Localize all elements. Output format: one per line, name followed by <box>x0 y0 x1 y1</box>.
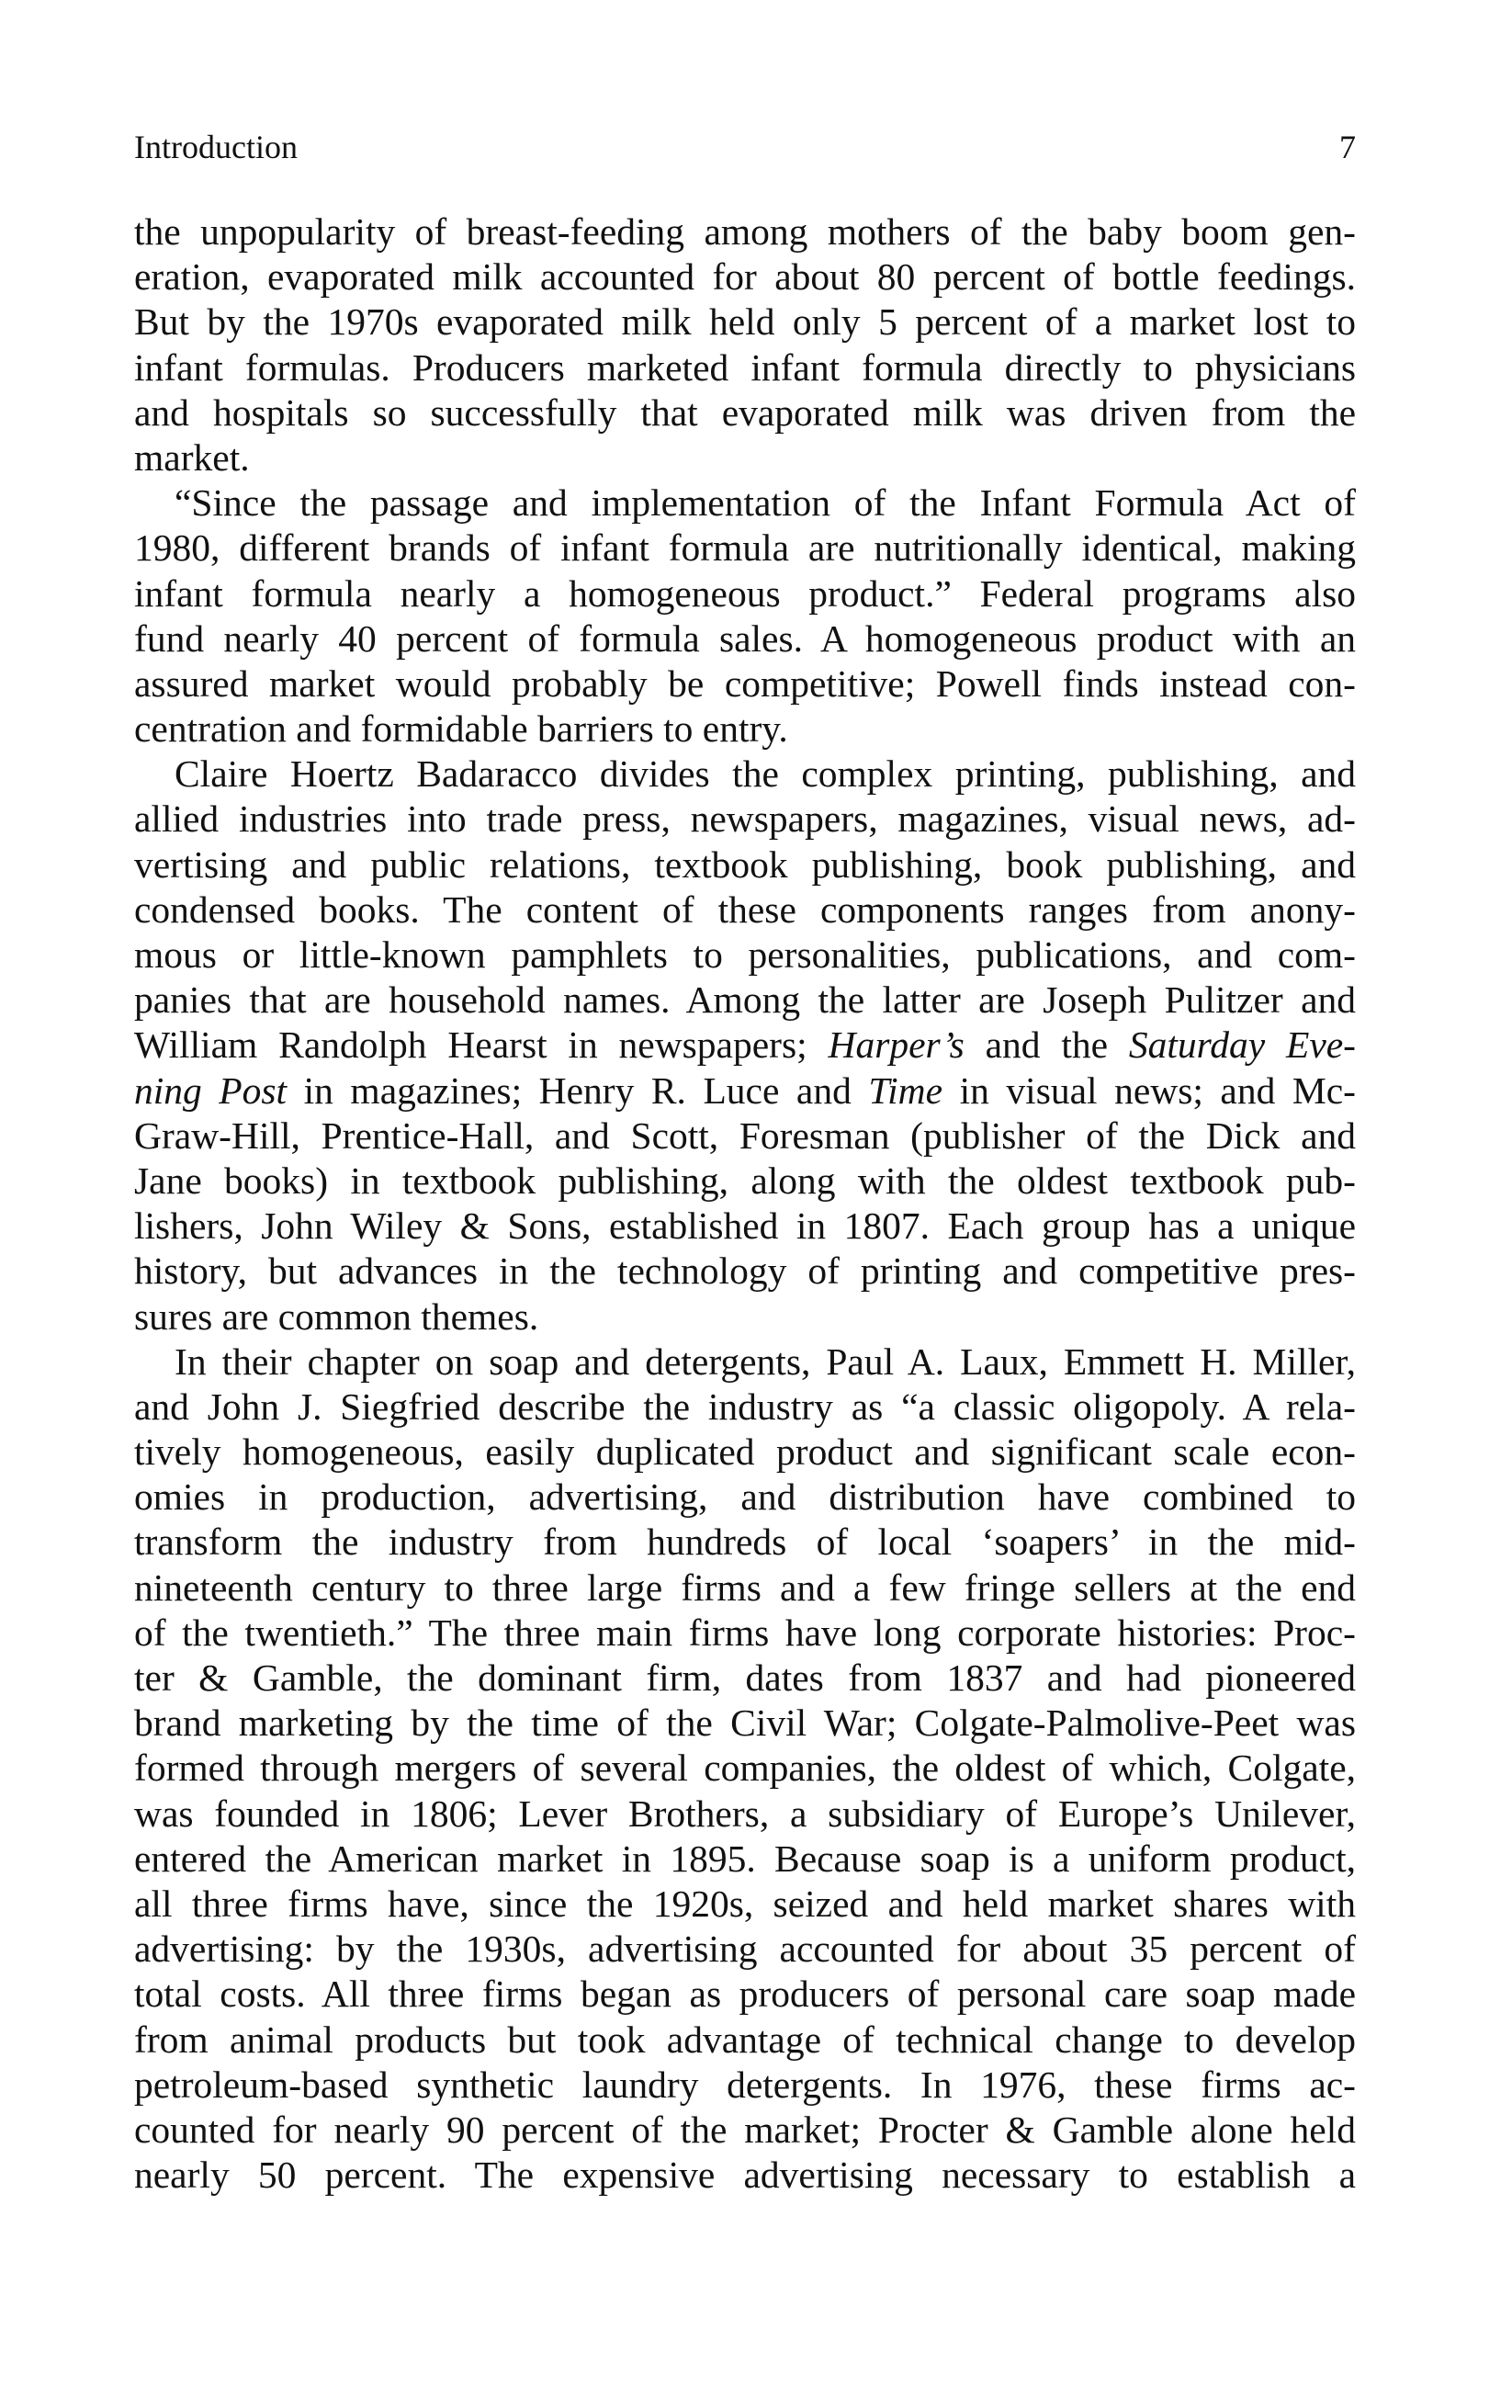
text-line: counted for nearly 90 percent of the market; Procter & Gamble alone held <box>134 2108 1356 2151</box>
paragraph-1 <box>134 209 1356 480</box>
text-line: and hospitals so successfully that evaporated milk was driven from the <box>134 390 1356 434</box>
text-line: all three firms have, since the 1920s, seized and held market shares with <box>134 1882 1356 1925</box>
text-line: from animal products but took advantage of technical change to develop <box>134 2018 1356 2061</box>
text-line: advertising: by the 1930s, advertising accounted for about 35 percent of <box>134 1928 1356 1971</box>
text-line: vertising and public relations, textbook publishing, book publishing, and <box>134 842 1356 886</box>
text-line: fund nearly 40 percent of formula sales. A homogeneous product with an <box>134 616 1356 660</box>
text-run: in visual news; and Mc- <box>942 1068 1356 1112</box>
text-line: the unpopularity of breast-feeding among mothers of the baby boom gen- <box>134 210 1356 253</box>
page-number: 7 <box>1339 129 1356 165</box>
text-line: tively homogeneous, easily duplicated product and significant scale econ- <box>134 1430 1356 1474</box>
paragraph-4 <box>134 1340 1356 2199</box>
text-line: Jane books) in textbook publishing, along with the oldest textbook pub- <box>134 1159 1356 1202</box>
italic-title-post: ning Post <box>134 1068 288 1112</box>
text-line: condensed books. The content of these components ranges from anony- <box>134 887 1356 931</box>
text-line <box>134 1023 1356 1068</box>
text-line: ter & Gamble, the dominant firm, dates from 1837 and had pioneered <box>134 1656 1356 1699</box>
text-run: in magazines; Henry R. Luce and <box>287 1068 869 1112</box>
text-line: omies in production, advertising, and distribution have combined to <box>134 1475 1356 1519</box>
text-line: “Since the passage and implementation of the Infant Formula Act of <box>175 481 1356 525</box>
italic-title-time: Time <box>868 1068 943 1112</box>
running-head <box>134 129 1356 165</box>
text-line: allied industries into trade press, newspapers, magazines, visual news, ad- <box>134 797 1356 841</box>
text-line: Claire Hoertz Badaracco divides the complex printing, publishing, and <box>175 752 1356 796</box>
text-line: 1980, different brands of infant formula are nutritionally identical, making <box>134 526 1356 570</box>
text-line: eration, evaporated milk accounted for about 80 percent of bottle feedings. <box>134 255 1356 299</box>
text-line: nearly 50 percent. The expensive advertising necessary to establish a <box>134 2154 1356 2197</box>
text-line: history, but advances in the technology of printing and competitive pres- <box>134 1249 1356 1293</box>
text-line <box>134 1068 1356 1114</box>
text-line: sures are common themes. <box>134 1294 539 1338</box>
text-line: market. <box>134 435 250 479</box>
text-line: petroleum-based synthetic laundry detergents. In 1976, these firms ac- <box>134 2063 1356 2106</box>
text-line: brand marketing by the time of the Civil War; Colgate-Palmolive-Peet was <box>134 1701 1356 1745</box>
text-line: entered the American market in 1895. Because soap is a uniform product, <box>134 1837 1356 1880</box>
text-line: formed through mergers of several companies, the oldest of which, Colgate, <box>134 1747 1356 1790</box>
italic-title-saturday: Saturday Eve- <box>1128 1023 1356 1067</box>
paragraph-2 <box>134 480 1356 752</box>
text-line: nineteenth century to three large firms and a few fringe sellers at the end <box>134 1566 1356 1609</box>
text-line: Graw-Hill, Prentice-Hall, and Scott, Foresman (publisher of the Dick and <box>134 1114 1356 1157</box>
text-line: and John J. Siegfried describe the industry as “a classic oligopoly. A rela- <box>134 1385 1356 1428</box>
section-title: Introduction <box>134 129 298 165</box>
text-line: total costs. All three firms began as producers of personal care soap made <box>134 1973 1356 2016</box>
text-line: was founded in 1806; Lever Brothers, a subsidiary of Europe’s Unilever, <box>134 1792 1356 1835</box>
text-line: panies that are household names. Among the latter are Joseph Pulitzer and <box>134 978 1356 1022</box>
italic-title-harpers: Harper’s <box>828 1023 965 1067</box>
text-line: lishers, John Wiley & Sons, established in 1807. Each group has a unique <box>134 1204 1356 1248</box>
text-line: infant formulas. Producers marketed infant formula directly to physicians <box>134 345 1356 389</box>
paragraph-3 <box>134 752 1356 1339</box>
text-run: William Randolph Hearst in newspapers; <box>134 1023 829 1067</box>
text-line: centration and formidable barriers to entry. <box>134 707 788 751</box>
text-line: assured market would probably be competitive; Powell finds instead con- <box>134 661 1356 705</box>
text-line: mous or little-known pamphlets to personalities, publications, and com- <box>134 933 1356 976</box>
text-line: transform the industry from hundreds of local ‘soapers’ in the mid- <box>134 1521 1356 1564</box>
text-line: In their chapter on soap and detergents, Paul A. Laux, Emmett H. Miller, <box>175 1340 1356 1383</box>
body-text <box>134 209 1356 2198</box>
text-line: But by the 1970s evaporated milk held only 5 percent of a market lost to <box>134 300 1356 344</box>
text-run: and the <box>964 1023 1129 1067</box>
text-line: infant formula nearly a homogeneous product.” Federal programs also <box>134 571 1356 615</box>
text-line: of the twentieth.” The three main firms have long corporate histories: Proc- <box>134 1611 1356 1654</box>
